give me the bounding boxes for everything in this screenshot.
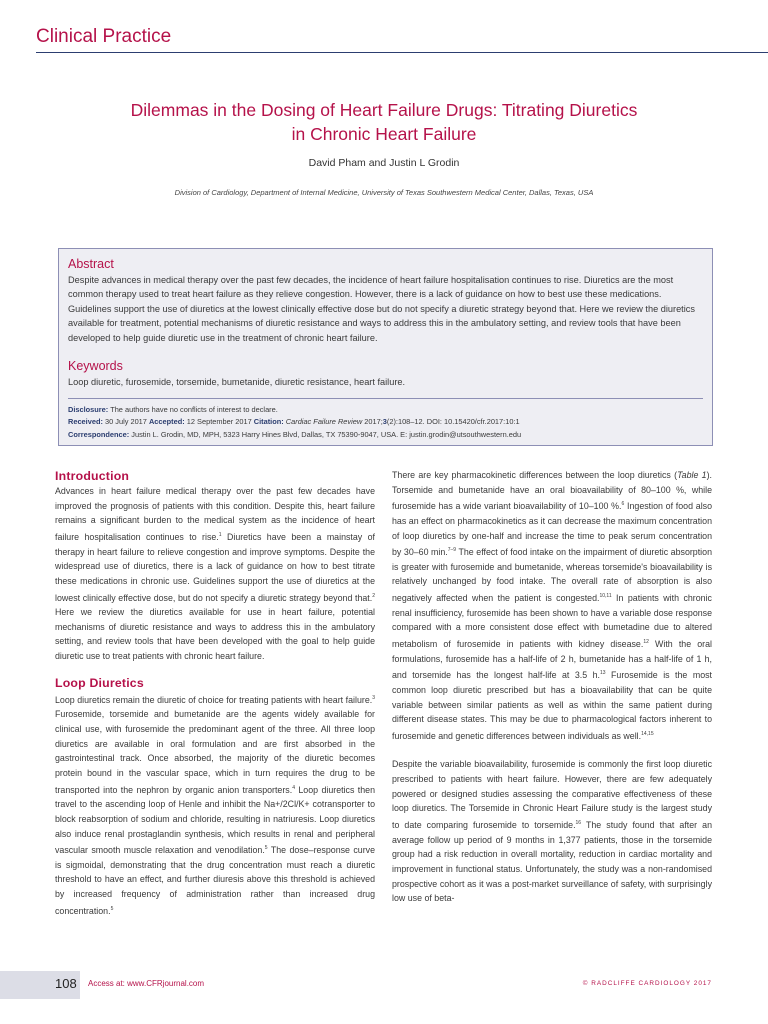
- abstract-heading: Abstract: [68, 257, 114, 271]
- reference-marker: 5: [110, 905, 114, 912]
- citation-year: 2017;: [364, 417, 383, 427]
- reference-marker: 13: [600, 670, 606, 677]
- right-column: [392, 468, 712, 906]
- keywords-heading: Keywords: [68, 359, 123, 373]
- disclosure-text: The authors have no conflicts of interest to declare.: [110, 405, 278, 414]
- correspondence-line: [68, 429, 704, 441]
- introduction-heading: Introduction: [55, 469, 130, 483]
- loop-diuretics-paragraph: Loop diuretics remain the diuretic of choice for treating patients with heart failure.$^3$ Furosemide, torsemide and bumetanide are the agents widely available for clinical use, with furosemide the predominant agent of the three. All three loop diuretics are available in oral formulation and are first absorbed in the gastrointestinal track. Once absorbed, the majority of the diuretic becomes protein bound in the vascular space, which in turn requires the drug to be transported into the nephron by organic anion transporters.$^4$ Loop diuretics then travel to the ascending loop of Henle and inhibit the Na+/2Cl/K+ cotransporter to block reabsorption of sodium and chloride, resulting in natriuresis. Loop diuretics also induce renal prostaglandin synthesis, which results in renal and peripheral vascular smooth muscle relaxation and venodilation.$^5$ The dose–response curve is sigmoidal, demonstrating that the drug concentration must reach a diuretic threshold to have an effect, and further diuresis above this threshold is achieved by increased frequency of administration rather than increased drug concentration.$^5$: [55, 694, 375, 916]
- reference-marker: 7–9: [447, 547, 457, 554]
- citation-volume: 3: [382, 417, 387, 427]
- table-1-link[interactable]: Table 1: [677, 470, 707, 480]
- reference-marker: 12: [643, 639, 649, 646]
- article-title: [60, 98, 708, 146]
- introduction-paragraph: Advances in heart failure medical therapy over the past few decades have improved the prognosis of patients with this condition. Despite this, heart failure remains a significant burden to the medical system as the incidence of heart failure hospitalisation continues to rise.$^1$ Diuretics have been a mainstay of therapy in heart failure to relieve congestion and improve symptoms. Despite the widespread use of diuretics, there is a lack of guidance on how to best titrate these medications in chronic use. Guidelines support the use of diuretics at the lowest clinically effective dose, but do not specify a diuretic strategy beyond that.$^2$ Here we review the diuretics available for use in heart failure, potential mechanisms of diuretic resistance and ways to address this in the ambulatory setting, and review tools that have been developed with the goal to help guide diuretic use to treat patients with chronic heart failure.: [55, 486, 375, 662]
- keywords-text: Loop diuretic, furosemide, torsemide, bumetanide, diuretic resistance, heart failure.: [68, 377, 406, 387]
- dates-citation-line: [68, 416, 704, 428]
- citation-label: Citation:: [253, 417, 284, 427]
- pharmacokinetics-paragraph: There are key pharmacokinetic differences between the loop diuretics (Table 1). Torsemide and bumetanide have an oral bioavailability of 80–100 %, while furosemide has a wide variant bioavailability of 10–100 %.$^6$ Ingestion of food also has an effect on pharmacokinetics as it can decrease the maximum concentration of loop diuretics by one-half and increase the time to peak serum concentration by 30–60 min.$^{7-9}$ The effect of food intake on the impairment of diuretic absorption is greater with furosemide and bumetanide, whereas torsemide's bioavailability is relatively unchanged by food intake. The overall rate of absorption is also negatively affected when the patient is congested.$^{10,11}$ In patients with chronic renal insufficiency, furosemide has been shown to have a variable dose response compared with a more consistent dose effect with bumetadine due to altered metabolism of furosemide in patients with kidney disease.$^{12}$ With the oral formulations, furosemide has a half-life of 2 h, bumetanide has a half-life of 1 h, and torsemide has the longest half-life at 3.5 h.$^{13}$ Furosemide is the most common loop diuretic prescribed but has a bioavailability that can be quite variable between similar patients as well as within the same patient during different disease states. This may be due to pharmacological factors inherent to furosemide and genetic differences between individuals as well.$^{14,15}$: [392, 470, 712, 741]
- affiliation: Division of Cardiology, Department of Internal Medicine, University of Texas Southwestern Medical Center, Dallas, Texas, USA: [174, 188, 594, 197]
- citation-rest: (2):108–12. DOI: 10.15420/cfr.2017:10:1: [386, 417, 520, 427]
- reference-marker: 14,15: [641, 730, 654, 737]
- bioavailability-paragraph: Despite the variable bioavailability, furosemide is commonly the first loop diuretic prescribed to patients with heart failure. However, there are few adequately powered or designed studies assessing the comparative effectiveness of these loop diuretics. The Torsemide in Chronic Heart Failure study is the largest study to date comparing furosemide to torsemide.$^{16}$ The study found that after an average follow up period of 9 months in 1,377 patients, those in the torsemide group had a risk reduction in overall mortality, reduction in cardiac mortality and improvement in functional status. Unfortunately, the study was a non-randomised prospective cohort as it was a post-market surveillance of safety, with surprisingly low use of beta-: [392, 759, 713, 904]
- accepted-date: 12 September 2017: [186, 417, 252, 427]
- loop-diuretics-heading: Loop Diuretics: [55, 675, 144, 690]
- received-label: Received:: [68, 417, 103, 427]
- reference-marker: 2: [372, 592, 375, 599]
- reference-marker: 6: [621, 501, 625, 508]
- reference-marker: 16: [575, 820, 582, 827]
- correspondence-text: Justin L. Grodin, MD, MPH, 5323 Harry Hines Blvd, Dallas, TX 75390-9047, USA. E: justin.grodin@utsouthwestern.edu: [131, 429, 522, 439]
- authors: David Pham and Justin L Grodin: [308, 157, 460, 169]
- reference-marker: 4: [292, 784, 295, 791]
- accepted-label: Accepted:: [148, 417, 185, 427]
- abstract-divider: [68, 398, 703, 399]
- disclosure-label: Disclosure:: [68, 405, 109, 414]
- abstract-text: Despite advances in medical therapy over the past few decades, the incidence of heart failure hospitalisation continues to rise. Diuretics are the most common therapy used to treat heart failure as they relieve congestion. However, there is a lack of guidance on how to best use these medications. Guidelines support the use of diuretics at the lowest clinically effective dose but do not specify a diuretic strategy beyond that. Here we review the diuretics available for treatment, potential mechanisms of diuretic resistance and ways to address this in the ambulatory setting, and review tools that have been developed to help guide diuretic use in the treatment of chronic heart failure.: [68, 275, 695, 343]
- reference-marker: 5: [264, 845, 268, 852]
- citation-journal: Cardiac Failure Review: [285, 417, 363, 427]
- page-number: 108: [55, 976, 77, 991]
- section-label: Clinical Practice: [36, 26, 172, 47]
- article-meta: [68, 404, 704, 441]
- reference-marker: 3: [372, 694, 375, 701]
- reference-marker: 1: [218, 531, 222, 538]
- correspondence-label: Correspondence:: [68, 429, 130, 439]
- disclosure-line: [68, 404, 704, 416]
- header-rule: [36, 52, 768, 53]
- received-date: 30 July 2017: [104, 417, 147, 427]
- left-column: [55, 468, 375, 918]
- copyright-notice: © RADCLIFFE CARDIOLOGY 2017: [582, 980, 712, 987]
- abstract-box: [58, 248, 713, 446]
- article-title-line-1: Dilemmas in the Dosing of Heart Failure Drugs: Titrating Diuretics: [130, 100, 638, 120]
- article-title-line-2: in Chronic Heart Failure: [291, 124, 477, 144]
- journal-access-link[interactable]: Access at: www.CFRjournal.com: [88, 979, 205, 988]
- reference-marker: 10,11: [599, 593, 612, 600]
